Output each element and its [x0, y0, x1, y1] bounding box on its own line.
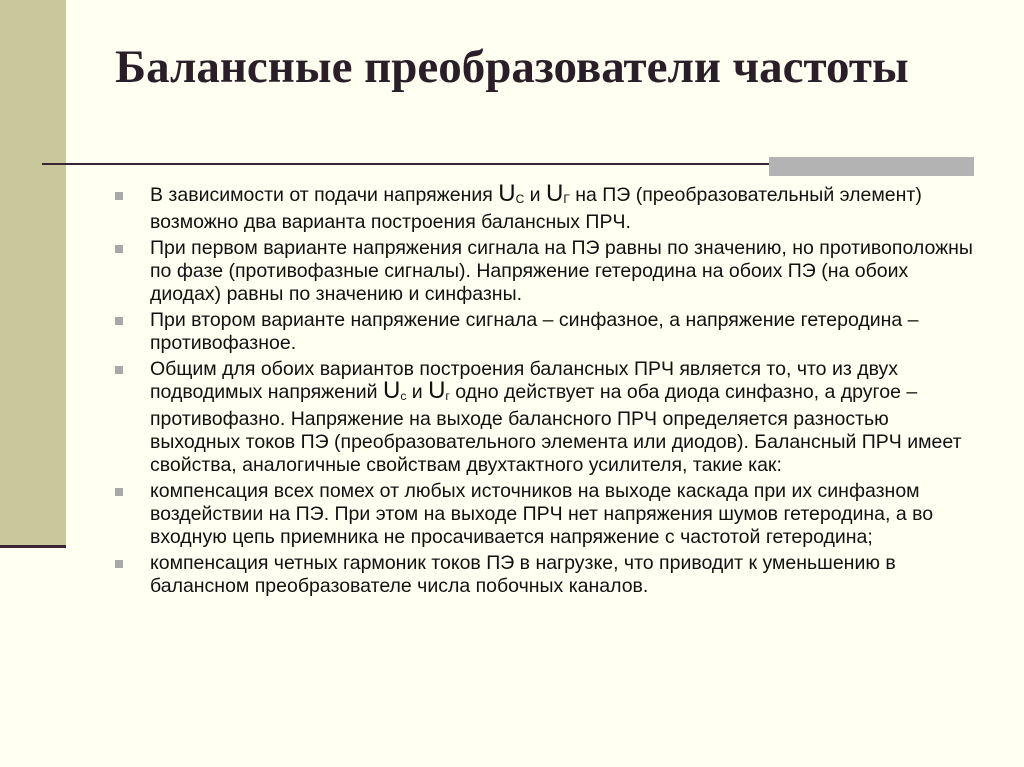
title-accent-bar [769, 157, 974, 176]
square-bullet-icon [115, 366, 123, 374]
square-bullet-icon [115, 192, 123, 200]
bullet-item-3 [113, 309, 973, 355]
bullet-3-text: При втором варианте напряжение сигнала – синфазное, а напряжение гетеродина – противофазное. [150, 309, 919, 354]
bullet-2-text: При первом варианте напряжения сигнала на ПЭ равны по значению, но противоположны по фазе (противофазные сигналы). Напряжение гетеродина на обоих ПЭ (на обоих диодах) равны по значению и синфазны. [150, 237, 973, 305]
bullet-item-1 [113, 180, 973, 234]
bullet-5-text: компенсация всех помех от любых источников на выходе каскада при их синфазном воздействии на ПЭ. При этом на выходе ПРЧ нет напряжения шумов гетеродина, а во входную цепь приемника не просачивается напряжение с частотой гетеродина; [150, 480, 934, 548]
square-bullet-icon [115, 560, 123, 568]
bullet-6-text: компенсация четных гармоник токов ПЭ в нагрузке, что приводит к уменьшению в балансном преобразователе числа побочных каналов. [150, 552, 896, 597]
side-accent-band [0, 0, 66, 548]
bullet-item-4 [113, 358, 973, 477]
voltage-subscript: с [400, 389, 407, 403]
bullet-1-text-end: на ПЭ (преобразовательный элемент) возможно два варианта построения балансных ПРЧ. [150, 184, 922, 233]
voltage-symbol-u: U [546, 180, 564, 207]
voltage-subscript: C [515, 192, 525, 206]
square-bullet-icon [115, 488, 123, 496]
slide-title: Балансные преобразователи частоты [115, 41, 909, 93]
voltage-symbol-u: U [428, 377, 446, 404]
square-bullet-icon [115, 317, 123, 325]
side-accent-line [0, 545, 66, 548]
voltage-subscript: Г [563, 192, 570, 206]
bullet-4-text-start: Общим для обоих вариантов построения балансных ПРЧ является то, что из двух подводимых напряжений [150, 358, 899, 403]
voltage-symbol-u: U [383, 377, 401, 404]
voltage-subscript: г [445, 389, 450, 403]
bullet-4-text-mid: и [406, 381, 429, 403]
bullet-1-text-mid: и [524, 184, 546, 206]
voltage-symbol-u: U [498, 180, 516, 207]
square-bullet-icon [115, 245, 123, 253]
bullet-item-6 [113, 552, 973, 598]
bullet-list [113, 180, 973, 601]
bullet-item-5 [113, 480, 973, 549]
bullet-1-text-start: В зависимости от подачи напряжения [150, 184, 499, 206]
bullet-4-text-end: одно действует на оба диода синфазно, а другое – противофазно. Напряжение на выходе балансного ПРЧ определяется разностью выходных токов ПЭ (преобразовательного элемента или диодов). Балансный ПРЧ имеет свойства, аналогичные свойствам двухтактного усилителя, такие как: [150, 381, 962, 476]
bullet-item-2 [113, 237, 973, 306]
